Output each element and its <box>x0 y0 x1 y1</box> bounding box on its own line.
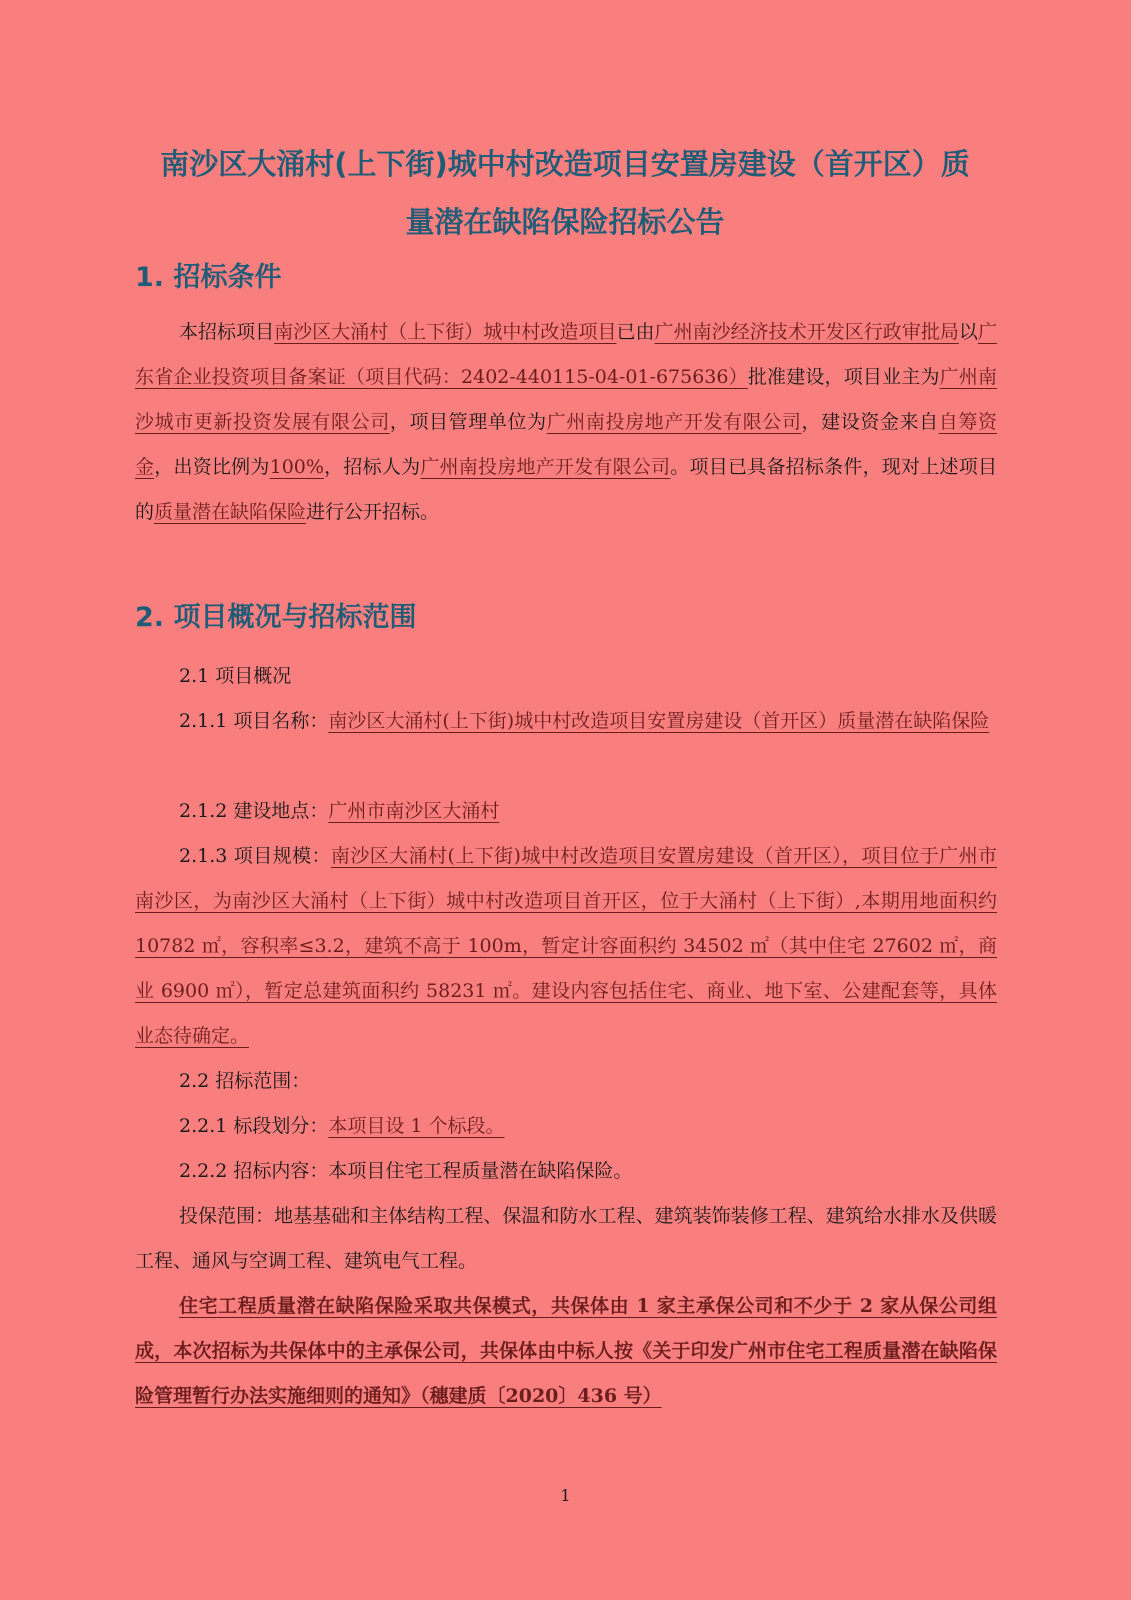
document-title <box>135 135 995 251</box>
section-1-heading: 1. 招标条件 <box>135 262 282 293</box>
text: 以 <box>958 321 978 343</box>
page-number: 1 <box>560 1486 571 1505</box>
filing-certificate: 广东省企业投资项目备案证（项目代码：2402-440115-04-01-675636） <box>135 321 997 388</box>
location-value: 广州市南沙区大涌村 <box>328 800 500 822</box>
lot-division-value: 本项目设 1 个标段。 <box>328 1115 505 1137</box>
insurance-scope: 投保范围：地基基础和主体结构工程、保温和防水工程、建筑装饰装修工程、建筑给水排水及供暖工程、通风与空调工程、建筑电气工程。 <box>135 1205 997 1272</box>
text: 本招标项目 <box>179 321 275 343</box>
section-1-paragraph <box>135 310 997 535</box>
coinsurance-note <box>135 1284 997 1419</box>
text: ，招标人为 <box>323 456 421 478</box>
item-2-2-2: 2.2.2 招标内容：本项目住宅工程质量潜在缺陷保险。 <box>179 1160 633 1182</box>
item-2-1-1 <box>135 699 997 744</box>
tenderer: 广州南投房地产开发有限公司 <box>420 456 671 478</box>
text: ，项目管理单位为 <box>389 411 547 433</box>
text: 进行公开招标。 <box>306 501 440 523</box>
coinsurance-text: 住宅工程质量潜在缺陷保险采取共保模式，共保体由 1 家主承保公司和不少于 2 家从保公司组成，本次招标为共保体中的主承保公司，共保体由中标人按《关于印发广州市住宅工程质量潜在缺陷保险管理暂行办法实施细则的通知》（穗建质〔2020〕436 号） <box>135 1295 997 1407</box>
project-owner: 广州南沙城市更新投资发展有限公司 <box>135 366 997 433</box>
text: ，建设资金来自 <box>801 411 939 433</box>
project-title-value: 南沙区大涌村(上下街)城中村改造项目安置房建设（首开区）质量潜在缺陷保险 <box>328 710 990 732</box>
fund-source: 自筹资金 <box>135 411 997 478</box>
text: 。项目已具备招标条件，现对上述项目的 <box>135 456 997 523</box>
item-2-1-3 <box>135 834 997 1059</box>
title-line-1: 南沙区大涌村(上下街)城中村改造项目安置房建设（首开区）质 <box>160 147 970 181</box>
label: 2.2.1 标段划分： <box>179 1115 329 1137</box>
text: ，出资比例为 <box>154 456 270 478</box>
section-2-heading: 2. 项目概况与招标范围 <box>135 602 417 633</box>
title-line-2: 量潜在缺陷保险招标公告 <box>405 205 725 239</box>
approver: 广州南沙经济技术开发区行政审批局 <box>654 321 959 343</box>
label: 2.1.3 项目规模： <box>179 845 331 867</box>
tender-subject: 质量潜在缺陷保险 <box>154 501 307 523</box>
fund-ratio: 100% <box>269 456 324 478</box>
project-scale-value: 南沙区大涌村(上下街)城中村改造项目安置房建设（首开区），项目位于广州市南沙区，为南沙区大涌村（上下街）城中村改造项目首开区，位于大涌村（上下街）,本期用地面积约 10782 ㎡，容积率≤3.2，建筑不高于 100m，暂定计容面积约 34502 ㎡（其中住宅 27602 ㎡，商业 6900 ㎡），暂定总建筑面积约 58231 ㎡。建设内容包括住宅、商业、地下室、公建配套等，具体业态待确定。 <box>135 845 998 1047</box>
item-2-2: 2.2 招标范围： <box>179 1070 311 1092</box>
project-manager: 广州南投房地产开发有限公司 <box>546 411 802 433</box>
label: 2.1.1 项目名称： <box>179 710 329 732</box>
text: 已由 <box>616 321 655 343</box>
label: 2.1.2 建设地点： <box>179 800 329 822</box>
item-2-2-1 <box>135 1104 997 1149</box>
text: 批准建设，项目业主为 <box>747 366 940 388</box>
project-name: 南沙区大涌村（上下街）城中村改造项目 <box>274 321 617 343</box>
item-2-1-2 <box>135 789 997 834</box>
item-2-1: 2.1 项目概况 <box>179 665 292 687</box>
